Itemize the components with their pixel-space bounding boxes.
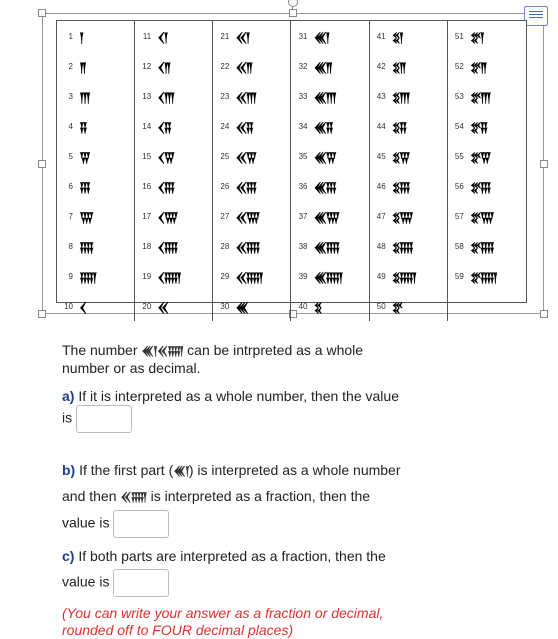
cell-cuneiform-glyph: 𒌋𒁹	[157, 30, 167, 45]
cell-number: 50	[376, 301, 386, 311]
table-cell	[448, 21, 526, 51]
cell-number: 55	[454, 151, 464, 161]
table-cell	[291, 21, 368, 51]
table-cell	[213, 201, 290, 231]
cell-number: 21	[220, 31, 230, 41]
part-c-label: c)	[62, 548, 75, 564]
cell-cuneiform-glyph: 𒎙𒐌	[235, 210, 259, 225]
table-cell	[57, 51, 134, 81]
cell-cuneiform-glyph: 𒐏𒐋	[391, 180, 409, 195]
cell-cuneiform-glyph: 𒎙𒐊	[235, 150, 256, 165]
cell-cuneiform-glyph: 𒐏𒈫	[391, 60, 405, 75]
table-column	[213, 21, 291, 321]
cell-cuneiform-glyph: 𒌍𒐋	[313, 180, 336, 195]
cell-cuneiform-glyph: 𒎙𒐋	[235, 180, 256, 195]
cell-cuneiform-glyph: 𒌍𒐉	[313, 120, 333, 135]
cell-number: 54	[454, 121, 464, 131]
cell-cuneiform-glyph: 𒐐𒐎	[469, 270, 497, 285]
cell-cuneiform-glyph: 𒐉	[79, 120, 86, 135]
cell-cuneiform-glyph: 𒐏𒁹	[391, 30, 403, 45]
cell-number: 42	[376, 61, 386, 71]
cell-number: 53	[454, 91, 464, 101]
table-cell	[135, 21, 212, 51]
table-cell	[57, 231, 134, 261]
cell-number: 36	[298, 181, 308, 191]
cell-cuneiform-glyph: 𒐐𒐈	[469, 90, 490, 105]
cell-cuneiform-glyph: 𒐏𒐍	[391, 240, 413, 255]
intro-prefix: The number	[62, 342, 138, 358]
cell-number: 40	[298, 301, 308, 311]
cell-number: 58	[454, 241, 464, 251]
cell-number: 25	[220, 151, 230, 161]
numerals-image[interactable]	[42, 13, 544, 314]
table-cell	[57, 141, 134, 171]
cell-cuneiform-glyph: 𒌍𒐍	[313, 240, 339, 255]
table-cell	[213, 21, 290, 51]
cell-number: 28	[220, 241, 230, 251]
cell-number: 27	[220, 211, 230, 221]
table-cell	[213, 111, 290, 141]
cell-number: 48	[376, 241, 386, 251]
table-cell	[291, 81, 368, 111]
table-cell	[213, 51, 290, 81]
table-cell	[448, 51, 526, 81]
cell-number: 13	[142, 91, 152, 101]
rotate-handle[interactable]	[288, 0, 298, 7]
table-cell	[57, 21, 134, 51]
question-intro	[62, 342, 392, 377]
cell-cuneiform-glyph: 𒐏𒐌	[391, 210, 413, 225]
table-cell	[135, 201, 212, 231]
table-cell	[213, 291, 290, 321]
resize-handle-top[interactable]	[289, 9, 297, 17]
part-b	[62, 458, 407, 538]
cell-number: 20	[142, 301, 152, 311]
table-cell	[448, 231, 526, 261]
cell-cuneiform-glyph: 𒐐	[391, 300, 402, 315]
cell-cuneiform-glyph: 𒎙𒐎	[235, 270, 263, 285]
table-cell	[370, 291, 447, 321]
cell-number: 35	[298, 151, 308, 161]
table-cell	[448, 201, 526, 231]
cell-cuneiform-glyph: 𒌋	[79, 300, 86, 315]
cell-cuneiform-glyph: 𒌍𒁹	[313, 30, 329, 45]
cell-cuneiform-glyph: 𒐍	[79, 240, 93, 255]
part-b-label: b)	[62, 462, 76, 478]
table-cell	[370, 111, 447, 141]
cell-cuneiform-glyph: 𒎙	[157, 300, 168, 315]
cell-cuneiform-glyph: 𒐐𒈫	[469, 60, 486, 75]
cell-cuneiform-glyph: 𒐏𒐎	[391, 270, 416, 285]
table-column	[448, 21, 526, 321]
cell-number: 6	[68, 181, 73, 191]
cell-number: 26	[220, 181, 230, 191]
cell-cuneiform-glyph: 𒐐𒐋	[469, 180, 490, 195]
table-cell	[291, 171, 368, 201]
table-cell	[57, 111, 134, 141]
cell-cuneiform-glyph: 𒎙𒐉	[235, 120, 253, 135]
cell-number: 16	[142, 181, 152, 191]
table-cell	[370, 201, 447, 231]
cell-number: 39	[298, 271, 308, 281]
cell-cuneiform-glyph: 𒐐𒐌	[469, 210, 494, 225]
cell-cuneiform-glyph: 𒎙𒐈	[235, 90, 256, 105]
table-cell	[57, 81, 134, 111]
cell-number: 15	[142, 151, 152, 161]
cell-cuneiform-glyph: 𒌋𒐎	[157, 270, 180, 285]
cell-cuneiform-glyph: 𒐐𒁹	[469, 30, 484, 45]
table-cell	[213, 141, 290, 171]
cell-number: 12	[142, 61, 152, 71]
table-column	[57, 21, 135, 321]
cell-cuneiform-glyph: 𒌍𒐎	[313, 270, 342, 285]
cell-cuneiform-glyph: 𒐎	[79, 270, 96, 285]
cell-number: 47	[376, 211, 386, 221]
table-cell	[57, 291, 134, 321]
table-cell	[370, 231, 447, 261]
cell-number: 22	[220, 61, 230, 71]
part-b-text-3: is interpreted as a fraction, then the value is	[62, 488, 371, 531]
cell-cuneiform-glyph: 𒐌	[79, 210, 93, 225]
resize-handle-bottom-right[interactable]	[540, 310, 548, 318]
table-cell	[291, 231, 368, 261]
cell-number: 18	[142, 241, 152, 251]
cell-cuneiform-glyph: 𒐏	[313, 300, 321, 315]
cell-cuneiform-glyph: 𒎙𒁹	[235, 30, 249, 45]
cell-number: 52	[454, 61, 464, 71]
cell-cuneiform-glyph: 𒁹	[79, 30, 83, 45]
cell-cuneiform-glyph: 𒌋𒐌	[157, 210, 177, 225]
cell-number: 8	[68, 241, 73, 251]
cell-number: 19	[142, 271, 152, 281]
table-cell	[448, 261, 526, 291]
part-b-second-glyph: 𒎙𒐎	[120, 490, 147, 504]
cell-number: 3	[68, 91, 73, 101]
table-cell	[448, 111, 526, 141]
cell-number: 9	[68, 271, 73, 281]
cell-cuneiform-glyph: 𒌍𒈫	[313, 60, 332, 75]
layout-options-icon	[529, 11, 543, 21]
table-cell	[135, 231, 212, 261]
resize-handle-right[interactable]	[540, 160, 548, 168]
table-cell	[370, 81, 447, 111]
table-cell	[135, 51, 212, 81]
rounding-note: (You can write your answer as a fraction or decimal, rounded off to FOUR decimal places)	[62, 605, 384, 638]
cell-number: 33	[298, 91, 308, 101]
part-a-text: If it is interpreted as a whole number, then the value is	[62, 388, 399, 426]
cell-number: 56	[454, 181, 464, 191]
cell-number: 49	[376, 271, 386, 281]
cell-number: 4	[68, 121, 73, 131]
cell-number: 14	[142, 121, 152, 131]
part-a-label: a)	[62, 388, 75, 404]
cell-number: 57	[454, 211, 464, 221]
cell-number: 5	[68, 151, 73, 161]
cell-number: 24	[220, 121, 230, 131]
resize-handle-top-left[interactable]	[38, 9, 46, 17]
cell-number: 34	[298, 121, 308, 131]
table-cell	[370, 261, 447, 291]
table-cell	[57, 171, 134, 201]
cell-number: 38	[298, 241, 308, 251]
table-cell	[57, 201, 134, 231]
cell-cuneiform-glyph: 𒌍𒐈	[313, 90, 336, 105]
cell-number: 17	[142, 211, 152, 221]
cell-cuneiform-glyph: 𒌍𒐊	[313, 150, 336, 165]
cell-cuneiform-glyph: 𒐏𒐉	[391, 120, 406, 135]
cell-cuneiform-glyph: 𒌋𒐉	[157, 120, 171, 135]
cell-number: 11	[142, 31, 152, 41]
cell-number: 45	[376, 151, 386, 161]
cell-cuneiform-glyph: 𒐋	[79, 180, 90, 195]
babylonian-numerals-table	[56, 20, 527, 315]
cell-cuneiform-glyph: 𒐐𒐊	[469, 150, 490, 165]
part-a-answer-input[interactable]	[76, 405, 132, 433]
table-cell	[370, 171, 447, 201]
cell-cuneiform-glyph: 𒎙𒐍	[235, 240, 259, 255]
table-cell	[135, 81, 212, 111]
cell-cuneiform-glyph: 𒐐𒐍	[469, 240, 494, 255]
part-c	[62, 544, 392, 597]
intro-suffix: can be intrpreted as a whole number or as decimal.	[62, 342, 364, 376]
cell-number: 2	[68, 61, 73, 71]
table-cell	[135, 171, 212, 201]
table-cell	[291, 111, 368, 141]
cell-cuneiform-glyph: 𒌍	[235, 300, 247, 315]
cell-number: 41	[376, 31, 386, 41]
cell-number: 51	[454, 31, 464, 41]
cell-cuneiform-glyph: 𒐏𒐈	[391, 90, 409, 105]
cell-cuneiform-glyph: 𒌋𒐈	[157, 90, 174, 105]
cuneiform-number: 𒌍𒁹𒎙𒐎	[141, 344, 184, 358]
table-cell	[291, 51, 368, 81]
resize-handle-left[interactable]	[38, 160, 46, 168]
part-b-text-2: ) is interpreted as a whole number and then	[62, 462, 401, 504]
cell-number: 43	[376, 91, 386, 101]
cell-cuneiform-glyph: 𒐊	[79, 150, 90, 165]
cell-number: 44	[376, 121, 386, 131]
table-cell	[135, 111, 212, 141]
cell-number: 10	[64, 301, 73, 311]
cell-number: 23	[220, 91, 230, 101]
cell-cuneiform-glyph: 𒐐𒐉	[469, 120, 487, 135]
cell-number: 37	[298, 211, 308, 221]
table-column	[370, 21, 448, 321]
table-cell	[57, 261, 134, 291]
cell-number: 46	[376, 181, 386, 191]
cell-cuneiform-glyph: 𒐈	[79, 90, 90, 105]
cell-number: 1	[68, 31, 73, 41]
table-cell	[135, 261, 212, 291]
table-cell	[213, 261, 290, 291]
table-cell	[291, 201, 368, 231]
table-cell	[448, 291, 526, 321]
table-cell	[213, 171, 290, 201]
cell-number: 7	[68, 211, 73, 221]
cell-number: 32	[298, 61, 308, 71]
table-cell	[370, 51, 447, 81]
cell-cuneiform-glyph: 𒌋𒐍	[157, 240, 177, 255]
table-cell	[213, 81, 290, 111]
table-cell	[291, 141, 368, 171]
table-cell	[291, 291, 368, 321]
resize-handle-bottom-left[interactable]	[38, 310, 46, 318]
part-b-first-glyph: 𒌍𒁹	[173, 464, 189, 478]
table-column	[135, 21, 213, 321]
table-cell	[135, 141, 212, 171]
part-c-text: If both parts are interpreted as a fraction, then the value is	[62, 548, 386, 590]
cell-number: 59	[454, 271, 464, 281]
cell-number: 31	[298, 31, 308, 41]
layout-options-button[interactable]	[524, 6, 548, 26]
cell-cuneiform-glyph: 𒎙𒈫	[235, 60, 252, 75]
cell-number: 30	[220, 301, 230, 311]
cell-cuneiform-glyph: 𒐏𒐊	[391, 150, 409, 165]
part-c-answer-input[interactable]	[113, 569, 169, 597]
cell-number: 29	[220, 271, 230, 281]
cell-cuneiform-glyph: 𒈫	[79, 60, 86, 75]
part-a	[62, 388, 402, 433]
table-cell	[448, 141, 526, 171]
cell-cuneiform-glyph: 𒌍𒐌	[313, 210, 339, 225]
table-cell	[213, 231, 290, 261]
table-cell	[448, 81, 526, 111]
table-cell	[135, 291, 212, 321]
part-b-text-1: If the first part (	[79, 462, 174, 478]
cell-cuneiform-glyph: 𒌋𒐊	[157, 150, 174, 165]
cell-cuneiform-glyph: 𒌋𒈫	[157, 60, 170, 75]
table-cell	[370, 141, 447, 171]
table-cell	[370, 21, 447, 51]
table-cell	[291, 261, 368, 291]
table-column	[291, 21, 369, 321]
part-b-answer-input[interactable]	[113, 510, 169, 538]
cell-cuneiform-glyph: 𒌋𒐋	[157, 180, 174, 195]
table-cell	[448, 171, 526, 201]
